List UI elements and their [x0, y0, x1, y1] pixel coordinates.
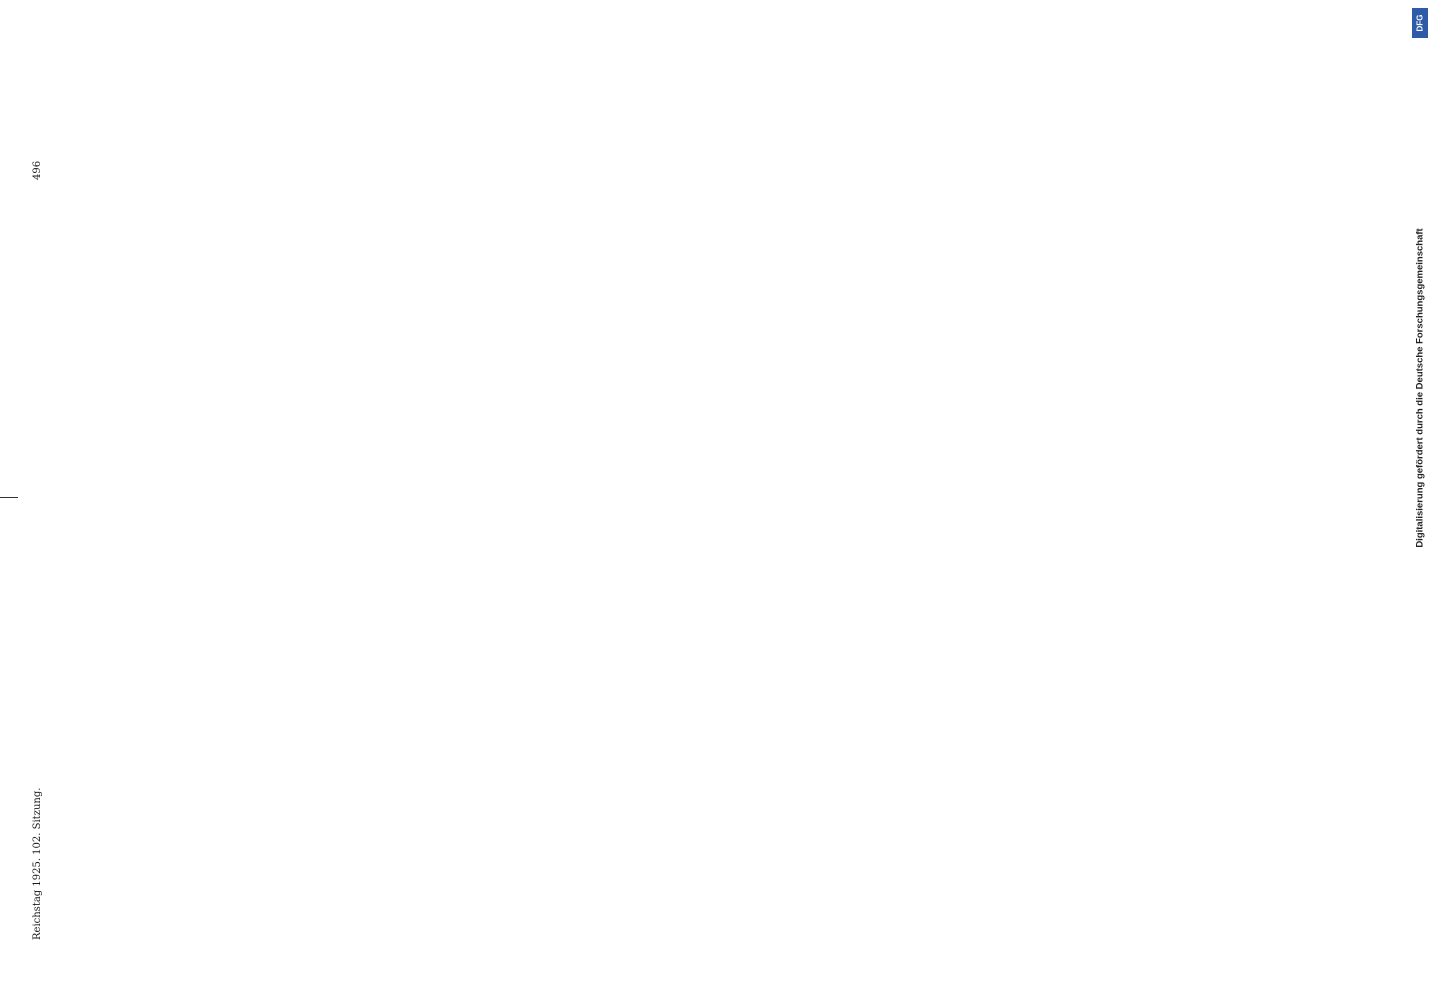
scanned-page [32, 20, 1370, 980]
page-footer: Reichstag 1925. 102. Sitzung. [32, 787, 43, 940]
right-column [0, 50, 18, 480]
sheet-number: 496 [32, 160, 43, 180]
dfg-logo-text: DFG [1415, 14, 1425, 32]
digitization-credit-text: Digitalisierung gefördert durch die Deutsche Forschungsgemeinschaft [1414, 228, 1426, 548]
left-column [0, 510, 18, 940]
column-divider [0, 497, 18, 498]
digitization-credit [1406, 8, 1434, 768]
rotated-page-content [0, 20, 70, 980]
page-inner [0, 20, 70, 980]
